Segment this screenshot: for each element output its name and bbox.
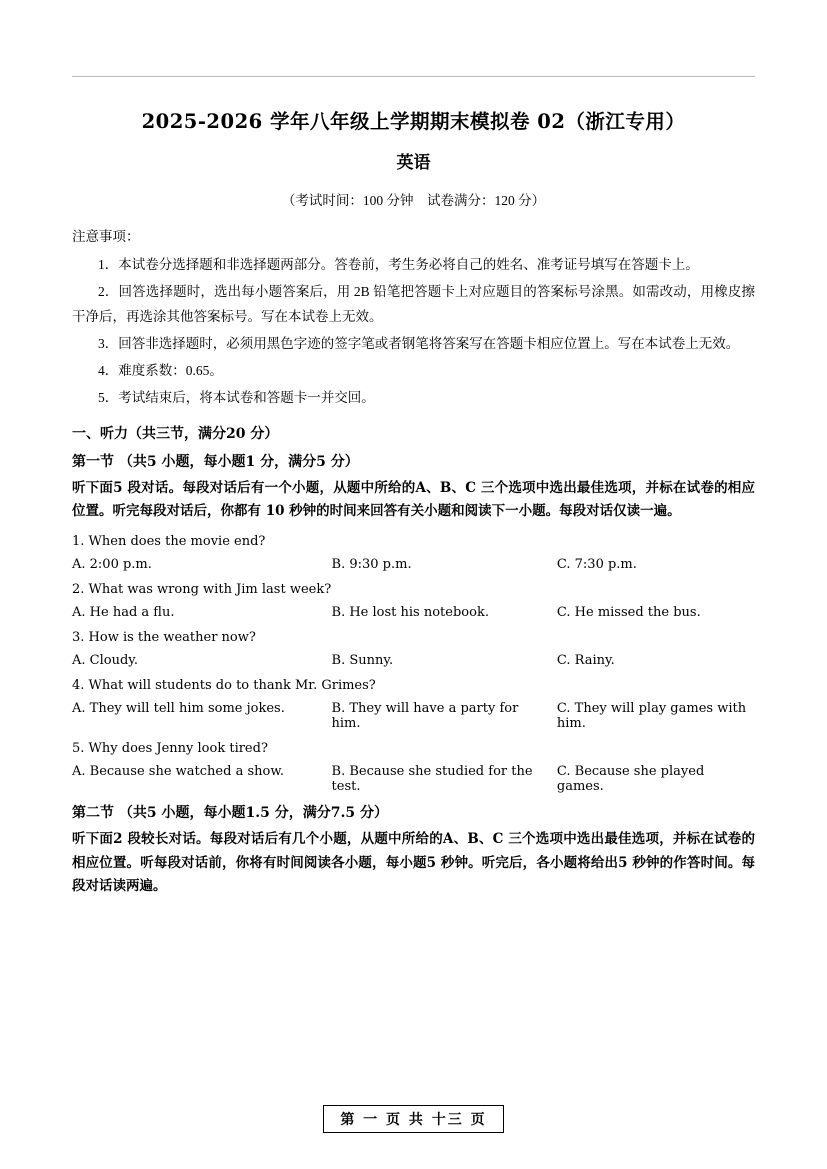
notes-title: 注意事项： bbox=[72, 229, 140, 244]
option-b[interactable]: B. They will have a party for him. bbox=[331, 701, 519, 732]
document-content bbox=[72, 0, 755, 899]
section-heading-listening: 一、听力（共三节，满分20 分） bbox=[72, 425, 279, 442]
question-options bbox=[72, 605, 755, 620]
option-b[interactable]: B. 9:30 p.m. bbox=[331, 557, 412, 573]
option-a[interactable]: A. 2:00 p.m. bbox=[72, 557, 152, 573]
page-title: 2025-2026 学年八年级上学期期末模拟卷 02（浙江专用） bbox=[141, 110, 686, 133]
page-number: 第 一 页 共 十三 页 bbox=[323, 1105, 503, 1133]
question-options bbox=[72, 701, 755, 731]
option-c[interactable]: C. He missed the bus. bbox=[556, 605, 701, 621]
question-stem: 5. Why does Jenny look tired? bbox=[72, 741, 268, 757]
option-c[interactable]: C. Rainy. bbox=[556, 653, 615, 669]
page-footer bbox=[0, 1105, 827, 1133]
question-stem: 1. When does the movie end? bbox=[72, 534, 266, 550]
question-options bbox=[72, 557, 755, 572]
question-stem: 4. What will students do to thank Mr. Grimes? bbox=[72, 678, 376, 694]
part-one-instruction: 听下面5 段对话。每段对话后有一个小题，从题中所给的A、B、C 三个选项中选出最佳选项，并标在试卷的相应位置。听完每段对话后，你都有 10 秒钟的时间来回答有关小题和阅读下一小题。每段对话仅读一遍。 bbox=[72, 479, 755, 520]
option-a[interactable]: A. Cloudy. bbox=[72, 653, 139, 669]
header-divider bbox=[72, 76, 755, 77]
part-one-heading: 第一节 （共5 小题，每小题1 分，满分5 分） bbox=[72, 453, 359, 470]
note-item: 5．考试结束后，将本试卷和答题卡一并交回。 bbox=[98, 389, 375, 405]
question-options bbox=[72, 764, 755, 794]
option-c[interactable]: C. 7:30 p.m. bbox=[556, 557, 637, 573]
subject-title: 英语 bbox=[396, 153, 431, 173]
option-a[interactable]: A. They will tell him some jokes. bbox=[72, 701, 285, 717]
note-item: 1．本试卷分选择题和非选择题两部分。答卷前，考生务必将自己的姓名、准考证号填写在答题卡上。 bbox=[98, 257, 699, 272]
question-stem: 2. What was wrong with Jim last week? bbox=[72, 582, 332, 598]
option-c[interactable]: C. They will play games with him. bbox=[556, 701, 747, 732]
note-item: 4．难度系数：0.65。 bbox=[98, 362, 223, 378]
option-c[interactable]: C. Because she played games. bbox=[556, 764, 705, 795]
option-b[interactable]: B. Because she studied for the test. bbox=[331, 764, 533, 795]
part-two-instruction: 听下面2 段较长对话。每段对话后有几个小题，从题中所给的A、B、C 三个选项中选出最佳选项，并标在试卷的相应位置。听每段对话前，你将有时间阅读各小题，每小题5 秒钟。听完后，各小题将给出5 秒钟的作答时间。每段对话读两遍。 bbox=[72, 831, 755, 895]
exam-meta: （考试时间：100 分钟 试卷满分：120 分） bbox=[281, 193, 546, 208]
note-item: 3．回答非选择题时，必须用黑色字迹的签字笔或者钢笔将答案写在答题卡相应位置上。写在本试卷上无效。 bbox=[98, 335, 740, 351]
option-a[interactable]: A. Because she watched a show. bbox=[72, 764, 285, 780]
option-a[interactable]: A. He had a flu. bbox=[72, 605, 175, 621]
question-options bbox=[72, 653, 755, 668]
option-b[interactable]: B. He lost his notebook. bbox=[331, 605, 489, 621]
option-b[interactable]: B. Sunny. bbox=[331, 653, 394, 669]
question-stem: 3. How is the weather now? bbox=[72, 630, 256, 646]
part-two-heading: 第二节 （共5 小题，每小题1.5 分，满分7.5 分） bbox=[72, 805, 388, 822]
note-item: 2．回答选择题时，选出每小题答案后，用 2B 铅笔把答题卡上对应题目的答案标号涂黑。如需改动，用橡皮擦干净后，再选涂其他答案标号。写在本试卷上无效。 bbox=[72, 283, 755, 324]
